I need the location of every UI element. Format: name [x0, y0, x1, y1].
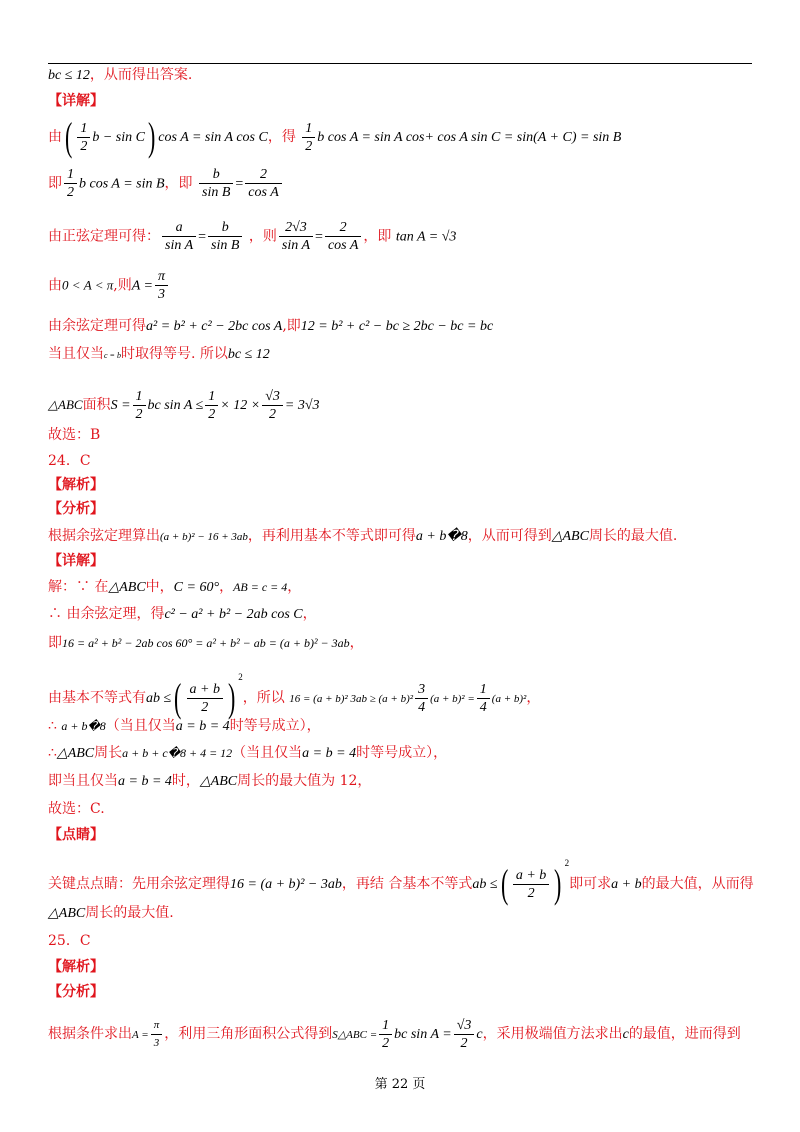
- fraction: $\frac{a + b}{2}$: [513, 867, 549, 902]
- fraction: $\frac{a}{\text{sin A}}$: [162, 219, 196, 254]
- fraction: $\frac{1}{4}$: [477, 681, 490, 716]
- s23-choose: 故选：B: [48, 427, 101, 443]
- q25-fenxi: 【分析】: [48, 984, 104, 1000]
- q24-number: 24．C: [48, 453, 91, 469]
- q24-d3: 即16 = a² + b² − 2ab cos 60° = a² + b² − ab = (a + b)² − 3ab，: [48, 635, 364, 651]
- fraction: $\frac{a + b}{2}$: [187, 681, 223, 716]
- line-top: [48, 66, 192, 85]
- q24-d4: 由基本不等式有ab ≤( $\frac{a + b}{2}$ ) $^2$，所以 16 = (a + b)² 3ab ≥ (a + b)² $\frac{3}{4}$ (a + b)² = $\frac{1}{4}$ (a + b)²，: [48, 672, 541, 720]
- q25-analysis: 根据条件求出A = $\frac{\pi}{3}$ ，利用三角形面积公式得到S△ABC = $\frac{1}{2}$ bc sin A = $\frac{√3}{2}$ c，采用极端值方法求出c的最值，进而得到: [48, 1017, 741, 1051]
- s23-line6: 当且仅当c = b时取得等号. 所以bc ≤ 12: [48, 346, 270, 362]
- fraction: $\frac{1}{2}$: [205, 388, 218, 423]
- fraction: $\frac{1}{2}$: [379, 1017, 392, 1052]
- q24-jiexi: 【解析】: [48, 477, 104, 493]
- text: ，从而得出答案.: [89, 67, 193, 83]
- q24-d7: 即当且仅当a = b = 4时，△ABC周长的最大值为 12，: [48, 773, 372, 789]
- fraction: $\frac{2√3}{\text{sin A}}$: [279, 219, 313, 254]
- s23-line4: 由0 < A < π,则A = $\frac{\pi}{3}$: [48, 268, 170, 303]
- q24-detail: 【详解】: [48, 553, 104, 569]
- page-number: 第 22 页: [374, 1077, 426, 1092]
- fraction: $\frac{1}{2}$: [64, 166, 77, 201]
- q25-jiexi: 【解析】: [48, 959, 104, 975]
- q24-dianjing: 【点睛】: [48, 827, 104, 843]
- fraction: $\frac{\pi}{3}$: [155, 268, 168, 303]
- s23-line3: 由正弦定理可得： $\frac{a}{\text{sin A}}$ = $\frac{b}{\text{sin B}}$ ，则 $\frac{2√3}{\text{sin A}}$ = $\frac{2}{\text{cos A}}$ ，即 tan A = √3: [48, 220, 457, 253]
- fraction: $\frac{b}{\text{sin B}}$: [199, 166, 233, 201]
- inequality: bc ≤ 12: [48, 68, 90, 83]
- q24-analysis: 根据余弦定理算出(a + b)² − 16 + 3ab，再利用基本不等式即可得a + b�8，从而可得到△ABC周长的最大值.: [48, 528, 678, 544]
- fraction: $\frac{2}{\text{cos A}}$: [245, 166, 281, 201]
- q24-d2: ∴ 由余弦定理，得c² − a² + b² − 2ab cos C，: [48, 606, 317, 622]
- fraction: $\frac{1}{2}$: [302, 120, 315, 155]
- s23-detail-heading: 【详解】: [48, 93, 104, 109]
- fraction: $\frac{√3}{2}$: [262, 388, 283, 423]
- s23-line5: 由余弦定理可得a² = b² + c² − 2bc cos A,即12 = b² + c² − bc ≥ 2bc − bc = bc: [48, 318, 494, 334]
- header-rule: [48, 63, 752, 64]
- q24-d5: ∴ a + b�8（当且仅当a = b = 4时等号成立），: [48, 718, 321, 734]
- s23-line2: 即 $\frac{1}{2}$ b cos A = sin B，即 $\frac{b}{\text{sin B}}$ = $\frac{2}{\text{cos A}}$: [48, 166, 284, 201]
- fraction: $\frac{1}{2}$: [77, 120, 90, 155]
- fraction: $\frac{3}{4}$: [415, 681, 428, 716]
- fraction: $\frac{1}{2}$: [133, 388, 146, 423]
- s23-line7: △ABC面积S = $\frac{1}{2}$ bc sin A ≤ $\frac{1}{2}$ × 12 × $\frac{√3}{2}$ = 3√3: [48, 388, 320, 422]
- s23-line1: 由( $\frac{1}{2}$ b − sin C) cos A = sin A cos C，得 $\frac{1}{2}$ b cos A = sin A cos+ cos A sin C = sin(A + C) = sin B: [48, 114, 622, 159]
- q24-d6: ∴△ABC周长a + b + c�8 + 4 = 12（当且仅当a = b = 4时等号成立），: [48, 745, 448, 761]
- q24-choose: 故选：C.: [48, 801, 105, 817]
- q24-key1: 关键点点睛：先用余弦定理得16 = (a + b)² − 3ab，再结 合基本不等式ab ≤( $\frac{a + b}{2}$ ) $^2$即可求a + b的最大值，从而得: [48, 858, 754, 906]
- q25-number: 25．C: [48, 933, 91, 949]
- q24-fenxi: 【分析】: [48, 501, 104, 517]
- fraction: $\frac{√3}{2}$: [454, 1017, 475, 1052]
- q24-key2: △ABC周长的最大值.: [48, 905, 174, 921]
- fraction: $\frac{2}{\text{cos A}}$: [325, 219, 361, 254]
- fraction: $\frac{\pi}{3}$: [151, 1017, 163, 1052]
- fraction: $\frac{b}{\text{sin B}}$: [208, 219, 242, 254]
- q24-d1: 解：∵ 在△ABC中，C = 60°，AB = c = 4，: [48, 579, 302, 595]
